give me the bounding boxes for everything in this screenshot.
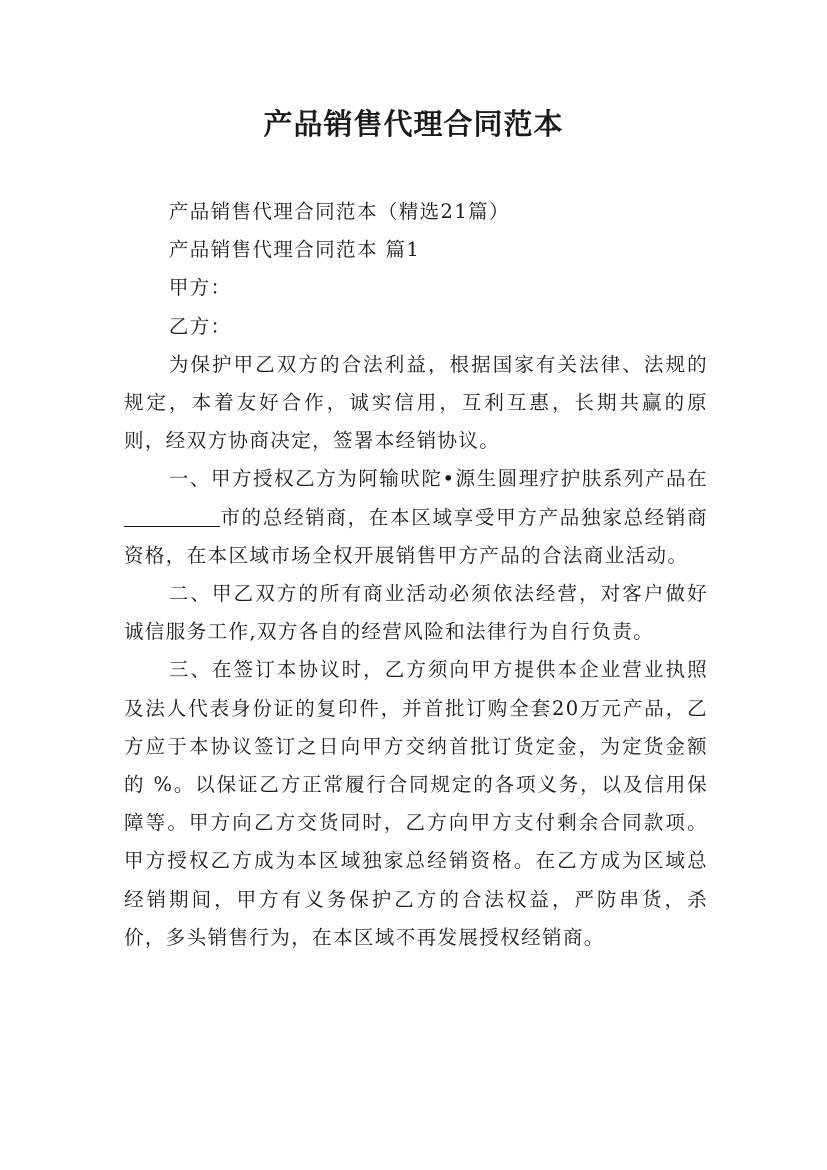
document-body (124, 193, 708, 957)
document-title: 产品销售代理合同范本 (263, 107, 564, 141)
paragraph-preamble: 为保护甲乙双方的合法利益，根据国家有关法律、法规的规定，本着友好合作，诚实信用，互利互惠，长期共赢的原则，经双方协商决定，签署本经销协议。 (124, 352, 708, 453)
paragraph-clause-1 (124, 460, 708, 575)
clause-1-text-after: 市的总经销商，在本区域享受甲方产品独家总经销商资格，在本区域市场全权开展销售甲方产品的合法商业活动。 (124, 505, 708, 567)
paragraph-party-b: 乙方： (168, 314, 232, 338)
paragraph-subtitle: 产品销售代理合同范本（精选21篇） (168, 200, 510, 223)
paragraph-clause-3: 三、在签订本协议时，乙方须向甲方提供本企业营业执照及法人代表身份证的复印件，并首批订购全套20万元产品，乙方应于本协议签订之日向甲方交纳首批订货定金，为定货金额的 %。以保证乙方正常履行合同规定的各项义务，以及信用保障等。甲方向乙方交货同时，乙方向甲方支付剩余合同款项。 甲方授权乙方成为本区域独家总经销资格。在乙方成为区域总经销期间，甲方有义务保护乙方的合法权益，严防串货，杀价，多头销售行为，在本区域不再发展授权经销商。 (124, 658, 708, 949)
paragraph-section-heading: 产品销售代理合同范本 篇1 (168, 238, 421, 262)
paragraph-party-a: 甲方： (168, 276, 232, 300)
clause-1-text-before: 一、甲方授权乙方为阿输吠陀•源生圆理疗护肤系列产品在 (168, 467, 708, 491)
paragraph-clause-2: 二、甲乙双方的所有商业活动必须依法经营，对客户做好诚信服务工作,双方各自的经营风险和法律行为自行负责。 (124, 582, 708, 644)
blank-underline (124, 506, 220, 527)
